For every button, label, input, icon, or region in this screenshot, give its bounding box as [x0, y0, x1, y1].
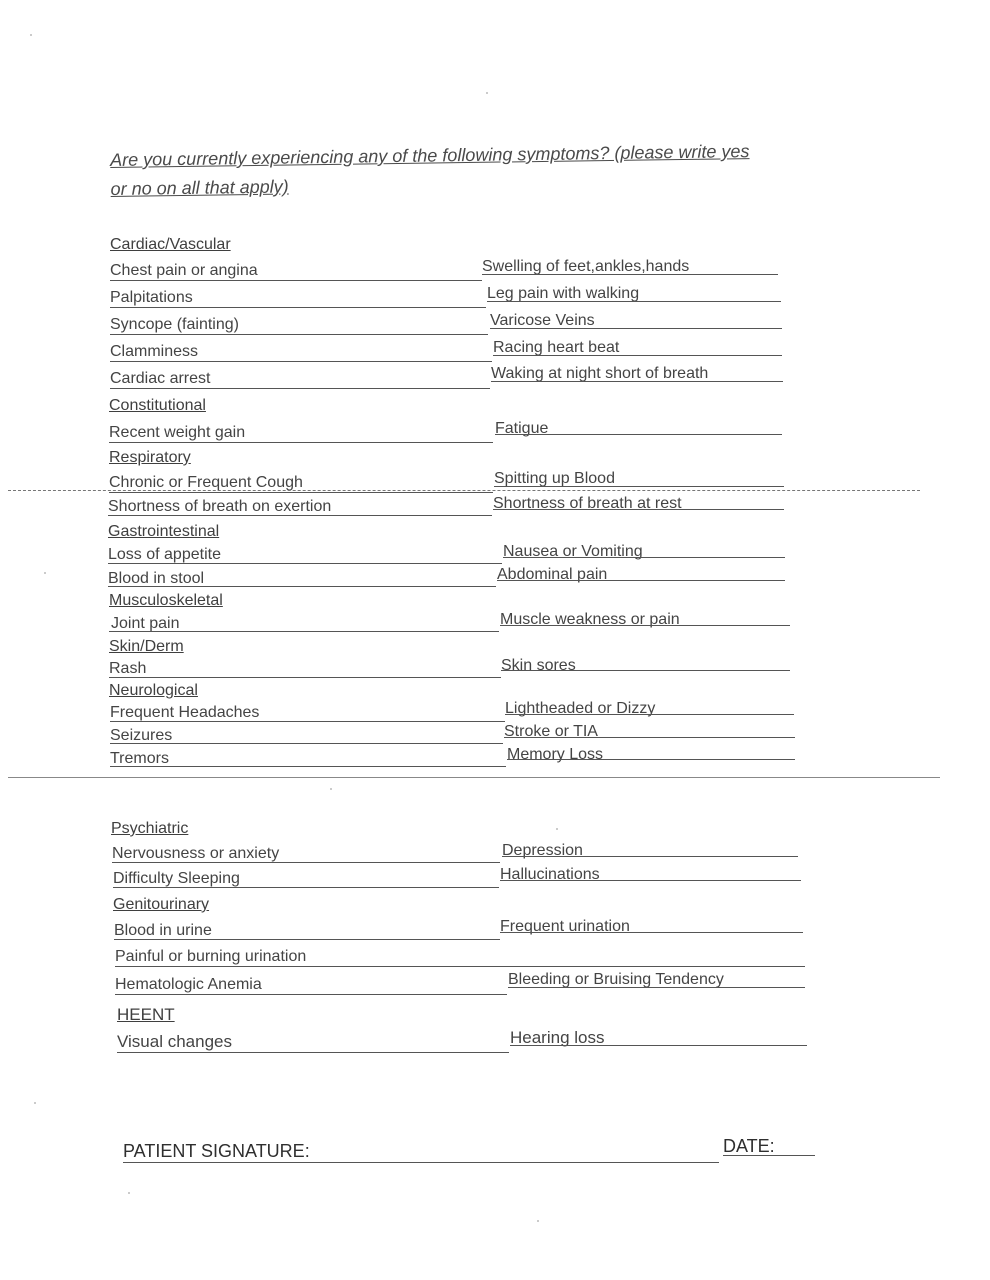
- field-swelling[interactable]: [482, 274, 778, 275]
- field-waking-short[interactable]: [491, 381, 783, 382]
- field-leg-pain[interactable]: [487, 301, 781, 302]
- field-hearing[interactable]: [510, 1045, 807, 1046]
- field-fatigue[interactable]: [495, 434, 782, 435]
- field-painful-urination[interactable]: [115, 966, 805, 967]
- label-swelling: Swelling of feet,ankles,hands: [482, 258, 690, 275]
- section-heent: HEENT: [117, 1005, 175, 1024]
- section-constitutional: Constitutional: [109, 397, 206, 414]
- section-genitourinary: Genitourinary: [113, 896, 210, 913]
- field-skin-sores[interactable]: [501, 670, 790, 671]
- field-blood-urine[interactable]: [114, 939, 500, 940]
- label-leg-pain: Leg pain with walking: [487, 285, 640, 302]
- field-racing[interactable]: [493, 355, 782, 356]
- date-label: DATE:: [723, 1136, 775, 1156]
- field-seizures[interactable]: [110, 743, 503, 744]
- label-fatigue: Fatigue: [495, 420, 549, 437]
- label-hallucinations: Hallucinations: [500, 866, 600, 883]
- field-chest-pain[interactable]: [110, 280, 482, 281]
- label-lightheaded: Lightheaded or Dizzy: [505, 700, 656, 717]
- label-memory: Memory Loss: [507, 746, 604, 763]
- field-muscle[interactable]: [500, 625, 790, 626]
- field-lightheaded[interactable]: [505, 714, 794, 715]
- label-blood-urine: Blood in urine: [114, 922, 212, 939]
- signature-label: PATIENT SIGNATURE:: [123, 1141, 310, 1161]
- field-sob-exertion[interactable]: [108, 515, 492, 516]
- field-appetite[interactable]: [108, 563, 502, 564]
- field-weight-gain[interactable]: [109, 442, 493, 443]
- field-depression[interactable]: [502, 856, 798, 857]
- field-tremors[interactable]: [110, 766, 506, 767]
- label-bleeding: Bleeding or Bruising Tendency: [508, 971, 724, 988]
- page-divider: [8, 777, 940, 778]
- field-blood-stool[interactable]: [108, 586, 496, 587]
- form-question: Are you currently experiencing any of the following symptoms? (please write yes or no on all that apply): [110, 141, 750, 199]
- section-musculoskeletal: Musculoskeletal: [109, 592, 223, 609]
- field-bleeding[interactable]: [508, 987, 805, 988]
- field-clamminess[interactable]: [110, 361, 492, 362]
- field-syncope[interactable]: [110, 334, 488, 335]
- field-sob-rest[interactable]: [493, 509, 784, 510]
- label-varicose: Varicose Veins: [490, 312, 595, 329]
- field-hallucinations[interactable]: [500, 880, 801, 881]
- section-gastrointestinal: Gastrointestinal: [108, 523, 220, 540]
- field-headaches[interactable]: [110, 721, 505, 722]
- label-depression: Depression: [502, 842, 583, 859]
- scan-speck: [330, 788, 332, 790]
- section-respiratory: Respiratory: [109, 449, 191, 466]
- label-blood-stool: Blood in stool: [108, 570, 205, 587]
- label-syncope: Syncope (fainting): [110, 316, 239, 333]
- scan-speck: [556, 828, 558, 830]
- label-tremors: Tremors: [110, 750, 169, 767]
- scan-speck: [44, 572, 46, 574]
- field-sleeping[interactable]: [113, 887, 499, 888]
- fold-line: [8, 490, 920, 491]
- scan-speck: [34, 1102, 36, 1104]
- field-cough[interactable]: [109, 492, 493, 493]
- label-spitting-blood: Spitting up Blood: [494, 470, 615, 487]
- label-abdominal: Abdominal pain: [497, 566, 608, 583]
- field-rash[interactable]: [109, 677, 501, 678]
- label-skin-sores: Skin sores: [501, 657, 576, 674]
- label-painful-urination: Painful or burning urination: [115, 948, 307, 965]
- field-spitting-blood[interactable]: [494, 486, 784, 487]
- label-anemia: Hematologic Anemia: [115, 976, 262, 993]
- label-seizures: Seizures: [110, 727, 173, 744]
- label-sob-rest: Shortness of breath at rest: [493, 495, 682, 512]
- section-neurological: Neurological: [109, 682, 198, 699]
- field-palpitations[interactable]: [110, 307, 486, 308]
- label-muscle: Muscle weakness or pain: [500, 611, 680, 628]
- signature-field[interactable]: [123, 1162, 719, 1163]
- label-rash: Rash: [109, 660, 147, 677]
- section-psychiatric: Psychiatric: [111, 820, 189, 837]
- date-field[interactable]: [723, 1155, 815, 1156]
- field-nervousness[interactable]: [112, 862, 500, 863]
- field-visual[interactable]: [117, 1052, 509, 1053]
- section-cardiac: Cardiac/Vascular: [110, 236, 231, 253]
- label-stroke: Stroke or TIA: [504, 723, 598, 740]
- label-appetite: Loss of appetite: [108, 546, 221, 563]
- label-sleeping: Difficulty Sleeping: [113, 870, 240, 887]
- label-joint-pain: Joint pain: [111, 615, 180, 632]
- field-varicose[interactable]: [490, 328, 782, 329]
- scan-speck: [128, 1192, 130, 1194]
- label-racing: Racing heart beat: [493, 339, 620, 356]
- field-anemia[interactable]: [115, 994, 507, 995]
- scan-speck: [486, 92, 488, 94]
- field-stroke[interactable]: [504, 737, 795, 738]
- field-abdominal[interactable]: [497, 580, 785, 581]
- section-skin: Skin/Derm: [109, 638, 184, 655]
- field-cardiac-arrest[interactable]: [110, 388, 490, 389]
- field-joint-pain[interactable]: [109, 631, 499, 632]
- label-cardiac-arrest: Cardiac arrest: [110, 370, 211, 387]
- label-sob-exertion: Shortness of breath on exertion: [108, 498, 332, 515]
- label-chest-pain: Chest pain or angina: [110, 262, 258, 279]
- field-frequent-urination[interactable]: [500, 932, 803, 933]
- label-clamminess: Clamminess: [110, 343, 199, 360]
- field-nausea[interactable]: [503, 557, 785, 558]
- label-cough: Chronic or Frequent Cough: [109, 474, 303, 491]
- label-headaches: Frequent Headaches: [110, 704, 260, 721]
- label-palpitations: Palpitations: [110, 289, 193, 306]
- field-memory[interactable]: [507, 759, 795, 760]
- scan-speck: [537, 1220, 539, 1222]
- label-nervousness: Nervousness or anxiety: [112, 845, 280, 862]
- label-frequent-urination: Frequent urination: [500, 918, 630, 935]
- label-visual: Visual changes: [117, 1032, 232, 1051]
- scan-speck: [30, 34, 32, 36]
- label-hearing: Hearing loss: [510, 1028, 605, 1047]
- label-nausea: Nausea or Vomiting: [503, 543, 643, 560]
- label-weight-gain: Recent weight gain: [109, 424, 246, 441]
- label-waking-short: Waking at night short of breath: [491, 365, 709, 382]
